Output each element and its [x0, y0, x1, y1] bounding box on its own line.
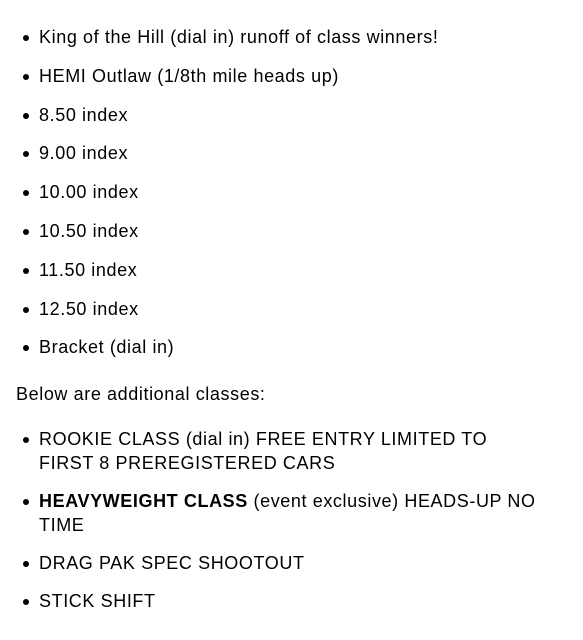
- list-item: [16, 103, 583, 127]
- list-item: [16, 180, 583, 204]
- list-item: [16, 258, 583, 282]
- list-item-text: HEMI Outlaw (1/8th mile heads up): [39, 65, 339, 86]
- heavyweight-class-label: HEAVYWEIGHT CLASS: [39, 491, 248, 512]
- bullet-icon: [23, 345, 29, 351]
- list-item-text: 12.50 index: [39, 298, 139, 319]
- list-item-stick-shift: [16, 589, 539, 613]
- list-item-heavyweight: [16, 489, 539, 537]
- bullet-icon: [23, 113, 29, 119]
- list-item-text: ROOKIE CLASS (dial in) FREE ENTRY LIMITED TO FIRST 8 PREREGISTERED CARS: [39, 429, 488, 474]
- list-item-rookie: [16, 427, 539, 475]
- list-item-text: STICK SHIFT: [39, 591, 156, 612]
- main-class-list: [16, 0, 583, 359]
- bullet-icon: [23, 268, 29, 274]
- list-item: [16, 25, 583, 49]
- list-item: [16, 141, 583, 165]
- list-item: [16, 219, 583, 243]
- list-item-text: (event exclusive) HEADS-UP NO TIME: [39, 491, 536, 536]
- list-item-text: Bracket (dial in): [39, 337, 175, 358]
- bullet-icon: [23, 307, 29, 313]
- list-item-text: 8.50 index: [39, 104, 129, 125]
- bullet-icon: [23, 35, 29, 41]
- list-item-text: DRAG PAK SPEC SHOOTOUT: [39, 553, 305, 574]
- list-item-text: King of the Hill (dial in) runoff of class winners!: [39, 27, 439, 47]
- bullet-icon: [23, 190, 29, 196]
- bullet-icon: [23, 437, 29, 443]
- additional-classes-intro: Below are additional classes:: [16, 384, 266, 405]
- additional-class-list: [16, 406, 583, 613]
- list-item: [16, 64, 583, 88]
- bullet-icon: [23, 74, 29, 80]
- bullet-icon: [23, 599, 29, 605]
- list-item: [16, 297, 583, 321]
- list-item: [16, 335, 583, 359]
- list-item-text: 10.50 index: [39, 220, 139, 241]
- bullet-icon: [23, 229, 29, 235]
- list-item-text: 11.50 index: [39, 259, 138, 280]
- bullet-icon: [23, 499, 29, 505]
- list-item-drag-pak: [16, 551, 539, 575]
- list-item-text: 10.00 index: [39, 182, 139, 203]
- bullet-icon: [23, 561, 29, 567]
- bullet-icon: [23, 151, 29, 157]
- list-item-text: 9.00 index: [39, 143, 129, 164]
